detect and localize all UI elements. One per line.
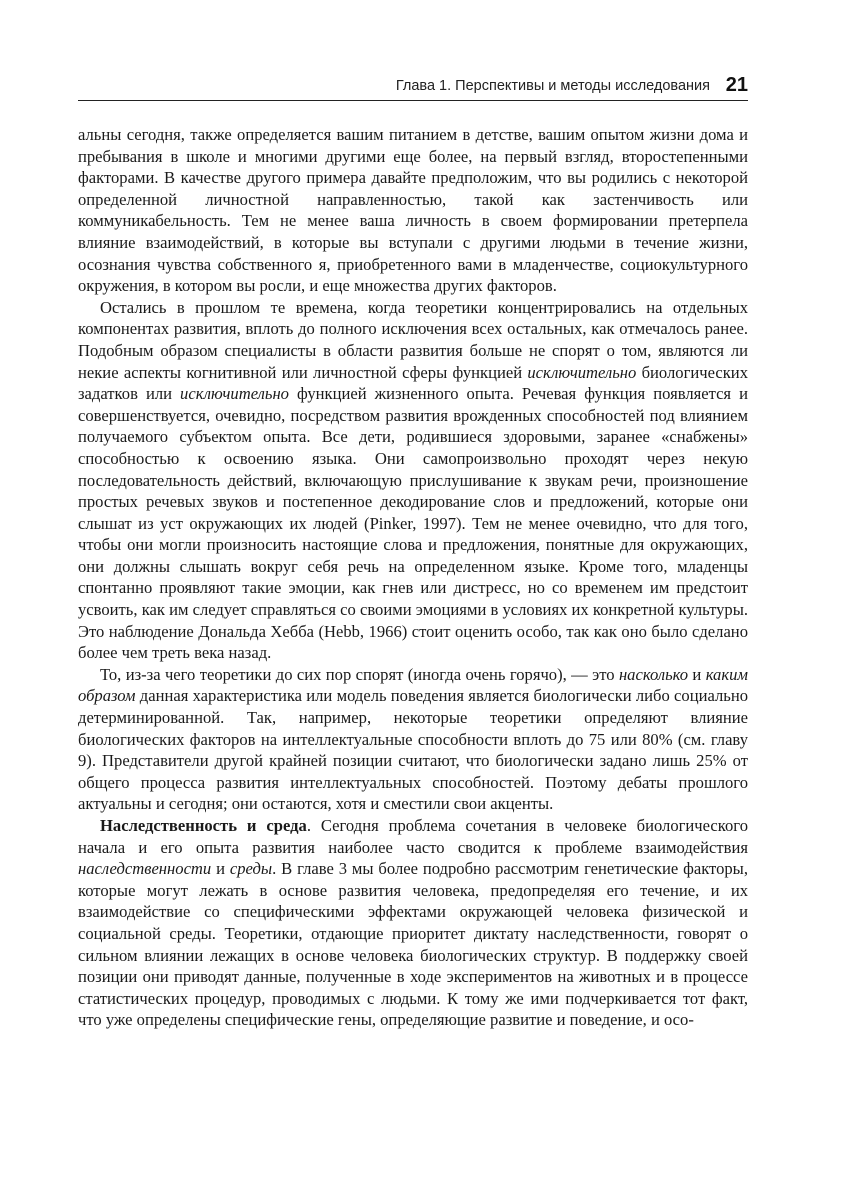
- section-run-bold: Наследственность и среда: [100, 816, 307, 835]
- text-run-italic: исключительно: [527, 362, 637, 382]
- text-run: . Сегодня проблема сочетания в человеке биологического начала и его опыта развития наиболее часто сводится к проблеме взаимодействия: [78, 816, 749, 857]
- text-run: То, из-за чего теоретики до сих пор спорят (иногда очень горячо), — это: [100, 664, 619, 684]
- paragraph: [78, 124, 748, 297]
- page-number: 21: [725, 74, 748, 96]
- text-run: функцией жизненного опыта. Речевая функция появляется и совершенствуется, очевидно, посредством развития врожденных способностей под влиянием получаемого субъектом опыта. Все дети, родившиеся здоровыми, заранее «снабжены» способностью к освоению языка. Они самопроизвольно проходят через некую последовательность действий, включающую прислушивание к звукам речи, произношение простых речевых звуков и постепенное декодирование слов и предложений, которые они слышат из уст окружающих их людей (Pinker, 1997). Тем не менее очевидно, что для того, чтобы они могли произносить настоящие слова и предложения, понятные для окружающих, они должны слышать вокруг себя речь на определенном языке. Кроме того, младенцы спонтанно проявляют такие эмоции, как гнев или дистресс, но со временем им предстоит усвоить, как им следует справляться со своими эмоциями в условиях их конкретной культуры. Это наблюдение Дональда Хебба (Hebb, 1966) стоит оценить особо, так как оно было сделано более чем треть века назад.: [78, 384, 748, 663]
- body-text: [78, 124, 748, 1031]
- text-run: Остались в прошлом те времена, когда теоретики концентрировались на отдельных компонентах развития, вплоть до полного исключения всех остальных, как отмечалось ранее. Подобным образом специалисты в области развития больше не спорят о том, являются ли некие аспекты когнитивной или личностной сферы функцией: [78, 297, 748, 382]
- text-run-italic: наследственности: [78, 859, 212, 879]
- chapter-title: Глава 1. Перспективы и методы исследования: [395, 78, 710, 94]
- text-run-italic: исключительно: [180, 384, 289, 404]
- text-run: данная характеристика или модель поведения является биологически либо социально детерминированной. Так, например, некоторые теоретики определяют влияние биологических факторов на интеллектуальные способности вплоть до 75 или 80% (см. главу 9). Представители другой крайней позиции считают, что биологически задано лишь 25% от общего процесса развития интеллектуальных способностей. Поэтому дебаты прошлого актуальны и сегодня; они остаются, хотя и сместили свои акценты.: [78, 686, 748, 814]
- text-run-italic: каким образом: [78, 664, 748, 706]
- text-run: альны сегодня, также определяется вашим питанием в детстве, вашим опытом жизни дома и пребывания в школе и многими другими еще более, на первый взгляд, второстепенными факторами. В качестве другого примера давайте предположим, что вы родились с некоторой определенной личностной направленностью, такой как застенчивость или коммуникабельность. Тем не менее ваша личность в своем формировании претерпела влияние взаимодействий, в которые вы вступали с другими людьми в течение жизни, осознания чувства собственного я, приобретенного вами в младенчестве, социокультурного окружения, в котором вы росли, и еще множества других факторов.: [78, 125, 748, 296]
- text-run: и: [688, 664, 706, 684]
- paragraph: [78, 664, 748, 815]
- text-run-italic: насколько: [618, 664, 689, 684]
- text-run: биологических задатков или: [78, 362, 748, 404]
- running-head: [78, 68, 748, 101]
- text-run-italic: среды: [229, 859, 273, 879]
- text-run: и: [211, 859, 230, 879]
- paragraph: [78, 297, 748, 664]
- paragraph: [78, 815, 748, 1031]
- text-run: . В главе 3 мы более подробно рассмотрим генетические факторы, которые могут лежать в основе развития человека, предопределяя его течение, и их взаимодействие со специфическими эффектами окружающей человека физической и социальной среды. Теоретики, отдающие приоритет диктату наследственности, говорят о сильном влиянии лежащих в основе человека биологических структур. В поддержку своей позиции они приводят данные, полученные в ходе экспериментов на животных и в процессе статистических процедур, проводимых с людьми. К тому же ими подчеркивается тот факт, что уже определены специфические гены, определяющие развитие и поведение, и осо-: [78, 859, 748, 1030]
